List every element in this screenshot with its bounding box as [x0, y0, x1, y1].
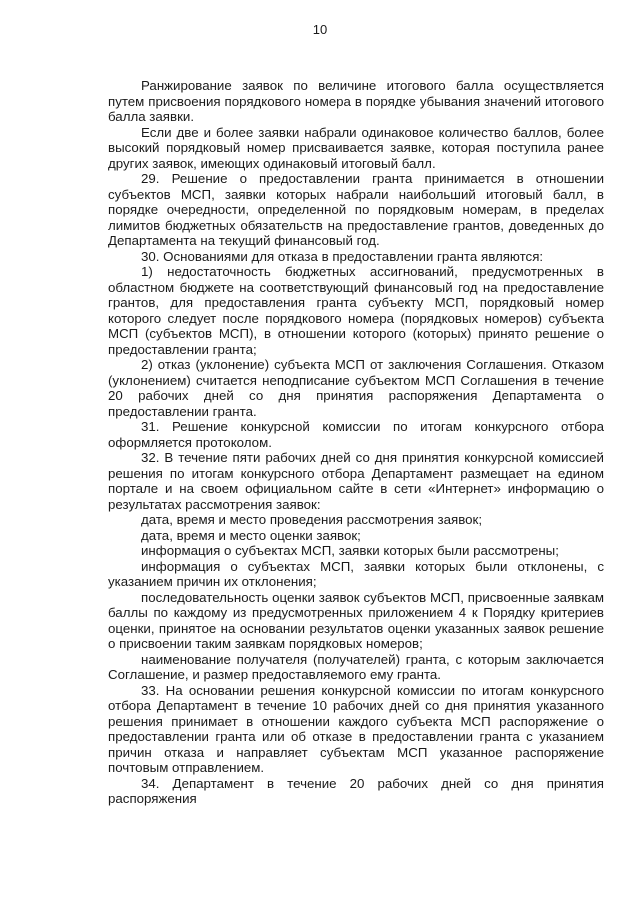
- paragraph: 34. Департамент в течение 20 рабочих дней со дня принятия распоряжения: [108, 775, 604, 806]
- page-number: 10: [312, 22, 328, 37]
- paragraph: 1) недостаточность бюджетных ассигнований, предусмотренных в областном бюджете на соответствующий финансовый год на предоставление грантов, для предоставления гранта субъекту МСП, порядковый номер которого следует после порядкового номера (порядковых номеров) субъекта МСП (субъектов МСП), в отношении которого (которых) принято решение о предоставлении гранта;: [108, 264, 604, 357]
- list-item: дата, время и место проведения рассмотрения заявок;: [141, 512, 483, 527]
- list-item: информация о субъектах МСП, заявки которых были рассмотрены;: [141, 543, 559, 558]
- paragraph: Если две и более заявки набрали одинаковое количество баллов, более высокий порядковый номер присваивается заявке, которая поступила ранее других заявок, имеющих одинаковый итоговый балл.: [108, 124, 604, 171]
- paragraph: 33. На основании решения конкурсной комиссии по итогам конкурсного отбора Департамент в течение 10 рабочих дней со дня принятия указанного решения принимает в отношении каждого субъекта МСП распоряжение о предоставлении гранта или об отказе в предоставлении гранта с указанием причин отказа и направляет субъектам МСП указанное распоряжение почтовым отправлением.: [108, 682, 604, 775]
- paragraph: 30. Основаниями для отказа в предоставлении гранта являются:: [141, 248, 544, 264]
- list-item: последовательность оценки заявок субъектов МСП, присвоенные заявкам баллы по каждому из предусмотренных приложением 4 к Порядку критериев оценки, принятое на основании результатов оценки указанных заявок решение о присвоении таким заявкам порядковых номеров;: [108, 589, 604, 651]
- paragraph: 29. Решение о предоставлении гранта принимается в отношении субъектов МСП, заявки которых набрали наибольший итоговый балл, в порядке очередности, определенной по порядковым номерам, в пределах лимитов бюджетных обязательств на предоставление грантов, доведенных до Департамента на текущий финансовый год.: [108, 171, 604, 248]
- list-item: наименование получателя (получателей) гранта, с которым заключается Соглашение, и размер предоставляемого ему гранта.: [108, 651, 604, 682]
- paragraph: 32. В течение пяти рабочих дней со дня принятия конкурсной комиссией решения по итогам конкурсного отбора Департамент размещает на едином портале и на своем официальном сайте в сети «Интернет» информацию о результатах рассмотрения заявок:: [108, 450, 604, 512]
- paragraph: Ранжирование заявок по величине итогового балла осуществляется путем присвоения порядкового номера в порядке убывания значений итогового балла заявки.: [108, 78, 604, 124]
- document-body: [108, 78, 604, 807]
- list-item: информация о субъектах МСП, заявки которых были отклонены, с указанием причин их отклонения;: [108, 558, 604, 589]
- list-item: дата, время и место оценки заявок;: [141, 527, 361, 543]
- paragraph: 31. Решение конкурсной комиссии по итогам конкурсного отбора оформляется протоколом.: [108, 419, 604, 450]
- paragraph: 2) отказ (уклонение) субъекта МСП от заключения Соглашения. Отказом (уклонением) считается неподписание субъектом МСП Соглашения в течение 20 рабочих дней со дня принятия распоряжения Департамента о предоставлении гранта.: [108, 357, 604, 419]
